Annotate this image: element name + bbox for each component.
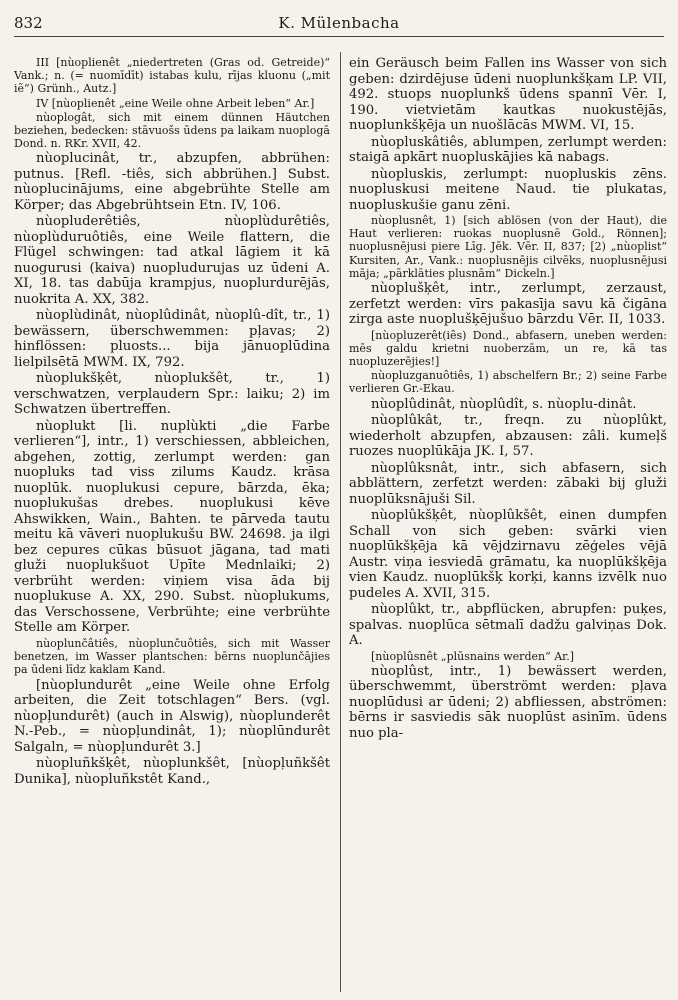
dictionary-entry: nùoplûkt, tr., abpflücken, abrupfen: puķes, spalvas. nuoplūca sētmalī dadžu galviņas Dok. A. [349,602,667,649]
dictionary-entry: nùoplûdinât, nùoplûdît, s. nùoplu-dinât. [371,396,637,412]
dictionary-entry: [nùoplûsnêt „plūsnains werden“ Ar.] [371,649,574,663]
dictionary-entry: nùopluñkšķêt, nùoplunkšêt, [nùopļuñkšêt Dunika], nùopluñkstêt Kand., [14,756,330,787]
dictionary-entry: nùoplušķêt, intr., zerlumpt, zerzaust, zerfetzt werden: vīrs pakasīja savu kā čigāna zirga aste nuoplušķējušuo bārzdu Vēr. II, 1033. [349,281,667,328]
dictionary-entry: nùopluskis, zerlumpt: nuopluskis zēns. nuopluskusi meitene Naud. tie plukatas, nuopluskušie ganu zēni. [349,166,667,213]
dictionary-entry: nùopluderêtiês, nùoplùdurêtiês, nùoplùduruôtiês, eine Weile flattern, die Flügel schwingen: tad atkal lāgiem it kā nuogurusi (kaiva) nuopludurujas uz ūdeni A. XI, 18. tas dabūja krampjus, nuoplurdurējās, nuokrita A. XX, 382. [14,214,330,307]
dictionary-entry: [nùopluzerêt(iês) Dond., abfasern, uneben werden: mēs galdu krietni nuoberzām, un re, kā tas nuopluzerējies!] [349,328,667,368]
header-rule [14,36,664,37]
dictionary-entry: nùoplusnêt, 1) [sich ablösen (von der Haut), die Haut verlieren: ruokas nuoplusnē Gold., Rönnen]; nuoplusnējusi piere Līg. Jēk. Vēr. II, 837; [2) „nùoplist“ Kursiten, Ar., Vank.: nuoplusnējis cilvēks, nuoplusnējusi māja; „pārklāties plusnām“ Dickeln.] [349,214,667,280]
dictionary-entry: nùopluskâtiês, ablumpen, zerlumpt werden: staigā apkārt nuopluskājies kā nabags. [349,134,667,165]
dictionary-entry: nùoplûkât, tr., freqn. zu nùoplûkt, wiederholt abzupfen, abzausen: zâli. kumeļš ruozes nuoplūkāja JK. I, 57. [349,413,667,460]
dictionary-entry: ein Geräusch beim Fallen ins Wasser von sich geben: dzirdējuse ūdeni nuoplunkšķam LP. VII, 492. stuops nuoplunkš ūdens spannī Vēr. I, 190. vietvietām kautkas nuokustējās, nuoplunkšķēja un nuošlācās MWM. VI, 15. [349,56,667,133]
dictionary-entry: nùoplûksnât, intr., sich abfasern, sich abblättern, zerfetzt werden: zābaki bij gluži nuoplūksnājuši Sil. [349,460,667,507]
page-header [14,6,664,36]
dictionary-entry: nùoplûkšķêt, nùoplûkšêt, einen dumpfen Schall von sich geben: svārki vien nuoplūkšķēja kā vējdzirnavu zēģeles vējā Austr. viņa iesviedā grāmatu, ka nuoplūkšķēja vien Kaudz. nuoplūkšķ korķi, kanns izvēlk nuo pudeles A. XVII, 315. [349,508,667,601]
dictionary-entry: nùoplukt [li. nuplùkti „die Farbe verlieren“], intr., 1) verschiessen, abbleichen, abgehen, zottig, zerlumpt werden: gan nuopluks tad viss zilums Kaudz. krāsa nuoplūk. nuoplukusi cepure, bārzda, ēka; nuoplukušas drebes. nuoplukusi kēve Ahswikken, Wain., Bahten. te pārveda tautu meitu kā vāveri nuoplukušu BW. 24698. ja ilgi bez cepures cūkas būsuot jāgana, tad mati gluži nuoplukšuot Upīte Mednlaiki; 2) verbrüht werden: viņiem visa āda bij nuoplukuse A. XX, 290. Subst. nùoplukums, das Verschossene, Verbrühte; eine verbrühte Stelle am Körper. [14,418,330,636]
dictionary-entry: nùoplogât, sich mit einem dünnen Häutchen beziehen, bedecken: stāvuošs ūdens pa laikam nuoplogā Dond. n. RKr. XVII, 42. [14,110,330,151]
dictionary-entry: nùopluzganuôtiês, 1) abschelfern Br.; 2) seine Farbe verlieren Gr.-Ekau. [349,369,667,396]
page-number: 832 [14,14,43,32]
dictionary-entry: III [nùoplienêt „niedertreten (Gras od. Getreide)“ Vank.; n. (= nuomīdīt) istabas kulu, rījas kluonu („mit iẽ“) Grünh., Autz.] [14,56,330,96]
dictionary-entry: nùoplukšķêt, nùoplukšêt, tr., 1) verschwatzen, verplaudern Spr.: laiku; 2) im Schwatzen übertreffen. [14,371,330,418]
column-divider [340,52,341,992]
running-title: K. Mülenbacha [278,14,400,32]
dictionary-entry: nùoplûst, intr., 1) bewässert werden, überschwemmt, überströmt werden: pļava nuoplūdusi ar ūdeni; 2) abfliessen, abströmen: bērns ir sasviedis sāk nuoplūst asinīm. ūdens nuo pla- [349,663,667,741]
dictionary-entry: nùoplunčâtiês, nùoplunčuôtiês, sich mit Wasser benetzen, im Wasser plantschen: bērns nuoplunčājies pa ūdeni līdz kaklam Kand. [14,636,330,677]
left-column [14,56,330,788]
dictionary-entry: IV [nùoplienêt „eine Weile ohne Arbeit leben“ Ar.] [36,96,315,110]
dictionary-entry: nùoplùdinât, nùoplûdinât, nùoplû-dît, tr., 1) bewässern, überschwemmen: pļavas; 2) hinflössen: pluosts... bija jānuoplūdina lielpilsētā MWM. IX, 792. [14,308,330,370]
dictionary-entry: [nùoplundurêt „eine Weile ohne Erfolg arbeiten, die Zeit totschlagen“ Bers. (vgl. nùopļundurêt) (auch in Alswig), nùoplunderêt N.-Peb., = nùopļundinât, 1); nùoplūndurêt Salgaln, = nùopļundurêt 3.] [14,677,330,755]
right-column [349,56,667,742]
dictionary-entry: nùoplucinât, tr., abzupfen, abbrühen: putnus. [Refl. -tiês, sich abbrühen.] Subst. nùoplucinājums, eine abgebrühte Stelle am Körper; das Abgebrühtsein Etn. IV, 106. [14,151,330,213]
